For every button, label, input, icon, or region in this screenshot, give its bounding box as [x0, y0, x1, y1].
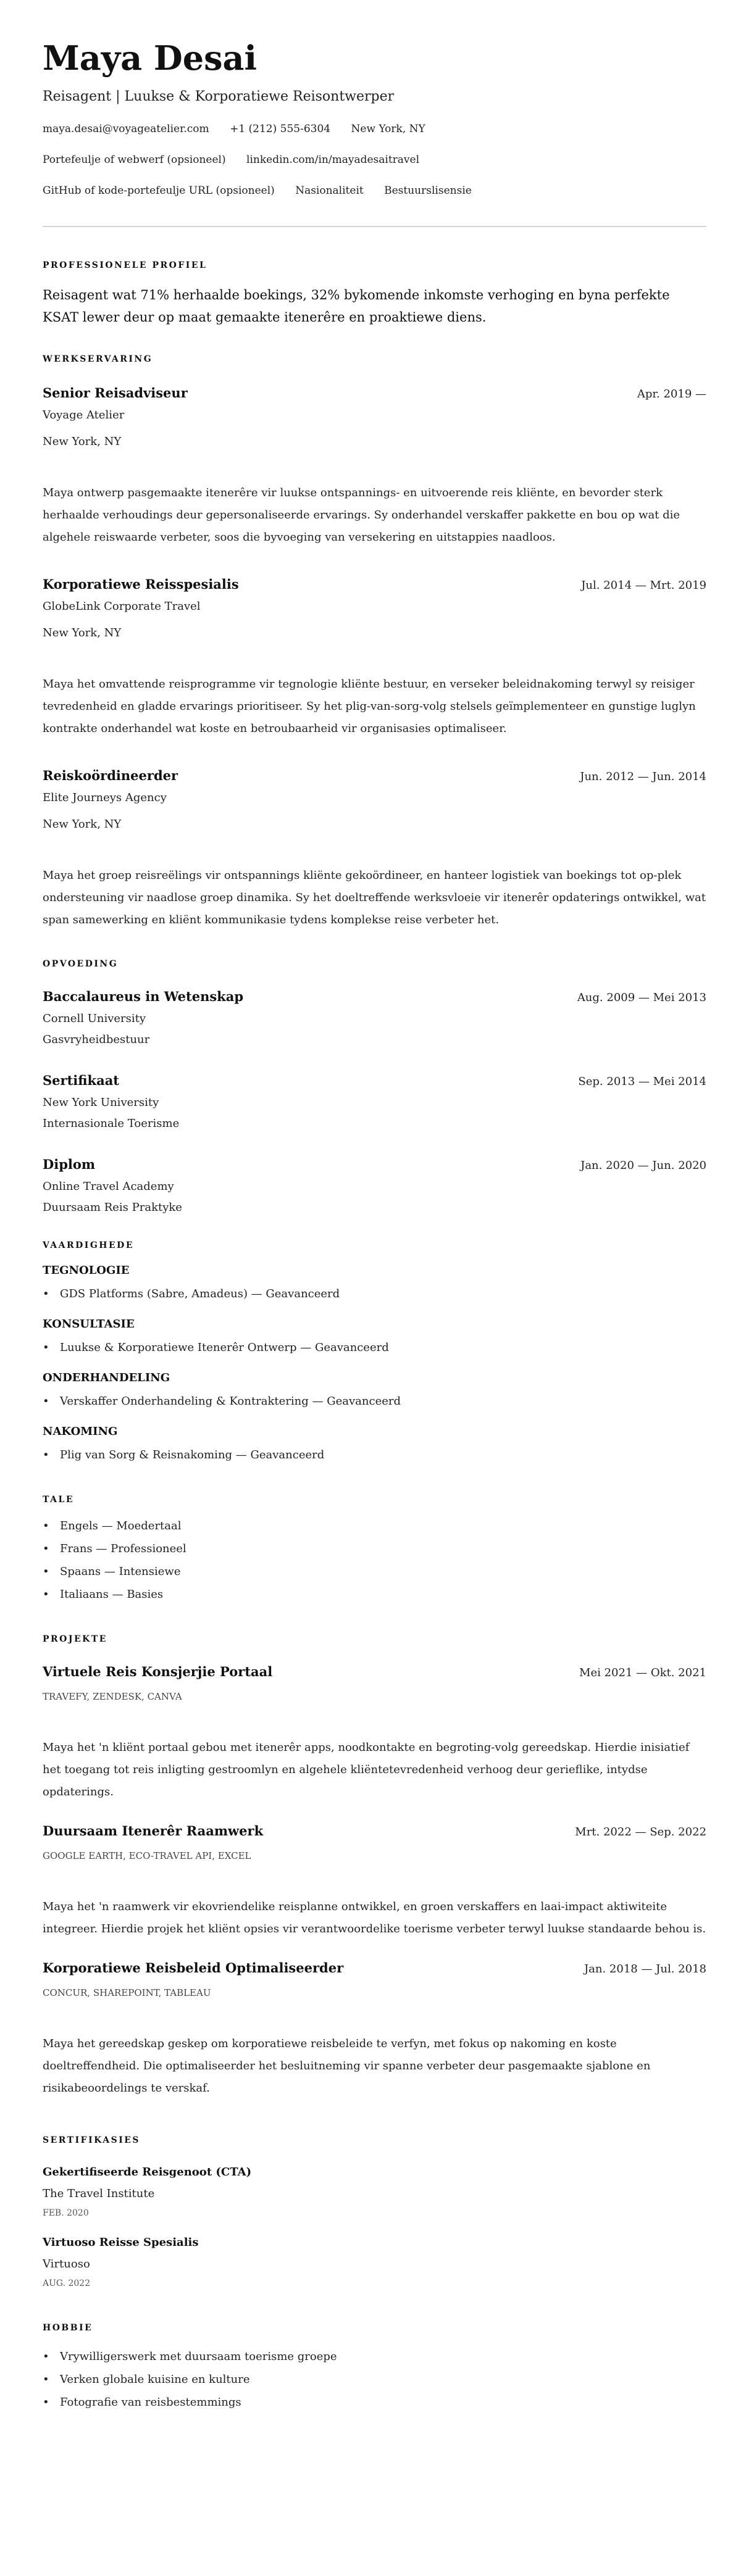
section-heading: SERTIFIKASIES [43, 2135, 141, 2145]
education-dates: Aug. 2009 — Mei 2013 [577, 991, 706, 1004]
job-description: Maya het omvattende reisprogramme vir tegnologie kliënte bestuur, en verseker beleidnakoming terwyl sy reisiger tevredenheid en gladde ervarings prioritiseer. Sy het plig-van-sorg-volg stelsels geïmplementeer en gunstige luglyn kontrakte onderhandel wat koste en betroubaarheid vir organisasies optimaliseer. [43, 678, 696, 735]
certification-issuer: The Travel Institute [43, 2187, 155, 2200]
job-entry [43, 384, 706, 549]
certification-entry [43, 2164, 706, 2221]
language-item: • Italiaans — Basies [43, 1583, 706, 1606]
project-entry [43, 1959, 706, 2100]
certification-title: Virtuoso Reisse Spesialis [43, 2236, 199, 2249]
profile-summary: Reisagent wat 71% herhaalde boekings, 32% bykomende inkomste verhoging en byna perfekte KSAT lewer deur op maat gemaakte itenerêre en proaktiewe diens. [43, 288, 670, 325]
certification-entry [43, 2234, 706, 2291]
company: Elite Journeys Agency [43, 791, 167, 804]
portfolio-link[interactable]: Portefeulje of webwerf (opsioneel) [43, 154, 226, 166]
school: Cornell University [43, 1012, 146, 1025]
skill-category: KONSULTASIE [43, 1318, 135, 1331]
candidate-headline: Reisagent | Luukse & Korporatiewe Reisontwerper [43, 89, 395, 104]
job-entry [43, 575, 706, 740]
job-location: New York, NY [43, 818, 122, 831]
email-link[interactable]: maya.desai@voyageatelier.com [43, 123, 209, 135]
education-entry [43, 1071, 706, 1133]
skill-item: • GDS Platforms (Sabre, Amadeus) — Geavanceerd [43, 1282, 706, 1305]
field-of-study: Duursaam Reis Praktyke [43, 1201, 182, 1214]
language-item: • Spaans — Intensiewe [43, 1560, 706, 1583]
school: New York University [43, 1096, 159, 1109]
experience-section [43, 353, 706, 931]
company: Voyage Atelier [43, 409, 125, 422]
degree: Baccalaureus in Wetenskap [43, 989, 243, 1004]
school: Online Travel Academy [43, 1180, 174, 1193]
job-location: New York, NY [43, 626, 122, 639]
job-dates: Apr. 2019 — [637, 388, 706, 401]
hobbies-section [43, 2322, 706, 2414]
header-divider [43, 226, 706, 227]
contact-row [43, 152, 706, 168]
skills-section [43, 1239, 706, 1466]
project-tech: GOOGLE EARTH, ECO-TRAVEL API, EXCEL [43, 1850, 251, 1861]
field-of-study: Gasvryheidbestuur [43, 1033, 150, 1046]
project-title: Korporatiewe Reisbeleid Optimaliseerder [43, 1960, 344, 1976]
project-description: Maya het gereedskap geskep om korporatiewe reisbeleide te verfyn, met fokus op nakoming en koste doeltreffendheid. Die optimaliseerder het besluitneming vir spanne verbeter deur pasgemaakte sjablone en risikabeoordelings te verskaf. [43, 2037, 651, 2095]
profile-section [43, 259, 706, 328]
project-dates: Mei 2021 — Okt. 2021 [579, 1666, 706, 1679]
candidate-name: Maya Desai [43, 38, 257, 78]
job-dates: Jun. 2012 — Jun. 2014 [580, 770, 706, 783]
certification-issuer: Virtuoso [43, 2258, 90, 2271]
contact-row [43, 183, 706, 199]
language-item: • Engels — Moedertaal [43, 1514, 706, 1537]
project-entry [43, 1663, 706, 1803]
education-dates: Sep. 2013 — Mei 2014 [578, 1075, 706, 1088]
degree: Diplom [43, 1157, 96, 1172]
certifications-section [43, 2134, 706, 2291]
skill-category: ONDERHANDELING [43, 1371, 170, 1384]
job-title: Reiskoördineerder [43, 768, 178, 783]
certification-title: Gekertifiseerde Reisgenoot (CTA) [43, 2166, 252, 2179]
education-section [43, 958, 706, 1217]
language-item: • Frans — Professioneel [43, 1537, 706, 1560]
nationality: Nasionaliteit [295, 185, 364, 197]
phone-number: +1 (212) 555-6304 [230, 123, 331, 135]
job-dates: Jul. 2014 — Mrt. 2019 [581, 579, 706, 592]
job-title: Senior Reisadviseur [43, 385, 188, 401]
project-description: Maya het 'n kliënt portaal gebou met itenerêr apps, noodkontakte en begroting-volg gereedskap. Hierdie inisiatief het toegang tot reis inligting gestroomlyn en algehele kliëntetevredenheid verhoog deur gerieflike, intydse opdaterings. [43, 1741, 690, 1798]
linkedin-link[interactable]: linkedin.com/in/mayadesaitravel [246, 154, 420, 166]
education-dates: Jan. 2020 — Jun. 2020 [580, 1159, 706, 1172]
section-heading: VAARDIGHEDE [43, 1240, 134, 1250]
certification-date: AUG. 2022 [43, 2279, 91, 2288]
skill-item: • Plig van Sorg & Reisnakoming — Geavanceerd [43, 1444, 706, 1466]
job-title: Korporatiewe Reisspesialis [43, 576, 239, 592]
education-entry [43, 987, 706, 1049]
job-entry [43, 767, 706, 931]
section-heading: WERKSERVARING [43, 354, 153, 364]
hobby-item: • Fotografie van reisbestemmings [43, 2391, 706, 2414]
github-link[interactable]: GitHub of kode-portefeulje URL (opsioneel) [43, 185, 275, 197]
skill-category: NAKOMING [43, 1425, 118, 1438]
section-heading: PROFESSIONELE PROFIEL [43, 260, 207, 270]
project-description: Maya het 'n raamwerk vir ekovriendelike reisplanne ontwikkel, en groen verskaffers en laai-impact aktiwiteite integreer. Hierdie projek het kliënt opsies vir verantwoordelike toerisme verbeter terwyl luukse standaarde behou is. [43, 1900, 706, 1935]
job-description: Maya ontwerp pasgemaakte itenerêre vir luukse ontspannings- en uitvoerende reis kliënte, en bevorder sterk herhaalde verhoudings deur gepersonaliseerde ervarings. Sy onderhandel verskaffer pakkette en bou op wat die algehele reiswaarde verbeter, soos die byvoeging van versekering en uitstappies naadloos. [43, 486, 680, 544]
project-title: Virtuele Reis Konsjerjie Portaal [43, 1664, 273, 1679]
skill-item: • Verskaffer Onderhandeling & Kontraktering — Geavanceerd [43, 1390, 706, 1413]
resume-header [43, 36, 706, 227]
hobby-item: • Vrywilligerswerk met duursaam toerisme groepe [43, 2345, 706, 2368]
job-description: Maya het groep reisreëlings vir ontspannings kliënte gekoördineer, en hanteer logistiek van boekings tot op-plek ondersteuning vir naadlose groep dinamika. Sy het doeltreffende werksvloeie vir itenerêr opdaterings ontwikkel, wat span samewerking en kliënt kommunikasie tydens komplekse reise verbeter het. [43, 869, 706, 926]
section-heading: HOBBIE [43, 2323, 93, 2333]
field-of-study: Internasionale Toerisme [43, 1117, 180, 1130]
company: GlobeLink Corporate Travel [43, 600, 201, 613]
contact-row [43, 121, 706, 137]
project-entry [43, 1822, 706, 1940]
drivers-license: Bestuurslisensie [384, 185, 472, 197]
project-dates: Jan. 2018 — Jul. 2018 [584, 1963, 706, 1976]
job-location: New York, NY [43, 435, 122, 448]
project-title: Duursaam Itenerêr Raamwerk [43, 1823, 264, 1839]
section-heading: PROJEKTE [43, 1634, 107, 1644]
skill-category: TEGNOLOGIE [43, 1264, 130, 1277]
education-entry [43, 1155, 706, 1217]
project-tech: CONCUR, SHAREPOINT, TABLEAU [43, 1987, 211, 1998]
certification-date: FEB. 2020 [43, 2208, 89, 2218]
skill-item: • Luukse & Korporatiewe Itenerêr Ontwerp — Geavanceerd [43, 1336, 706, 1359]
degree: Sertifikaat [43, 1073, 120, 1088]
section-heading: TALE [43, 1495, 75, 1505]
languages-section [43, 1494, 706, 1606]
section-heading: OPVOEDING [43, 959, 119, 969]
project-dates: Mrt. 2022 — Sep. 2022 [575, 1826, 706, 1839]
projects-section [43, 1633, 706, 2100]
location: New York, NY [351, 123, 425, 135]
project-tech: TRAVEFY, ZENDESK, CANVA [43, 1691, 182, 1702]
hobby-item: • Verken globale kuisine en kulture [43, 2368, 706, 2391]
